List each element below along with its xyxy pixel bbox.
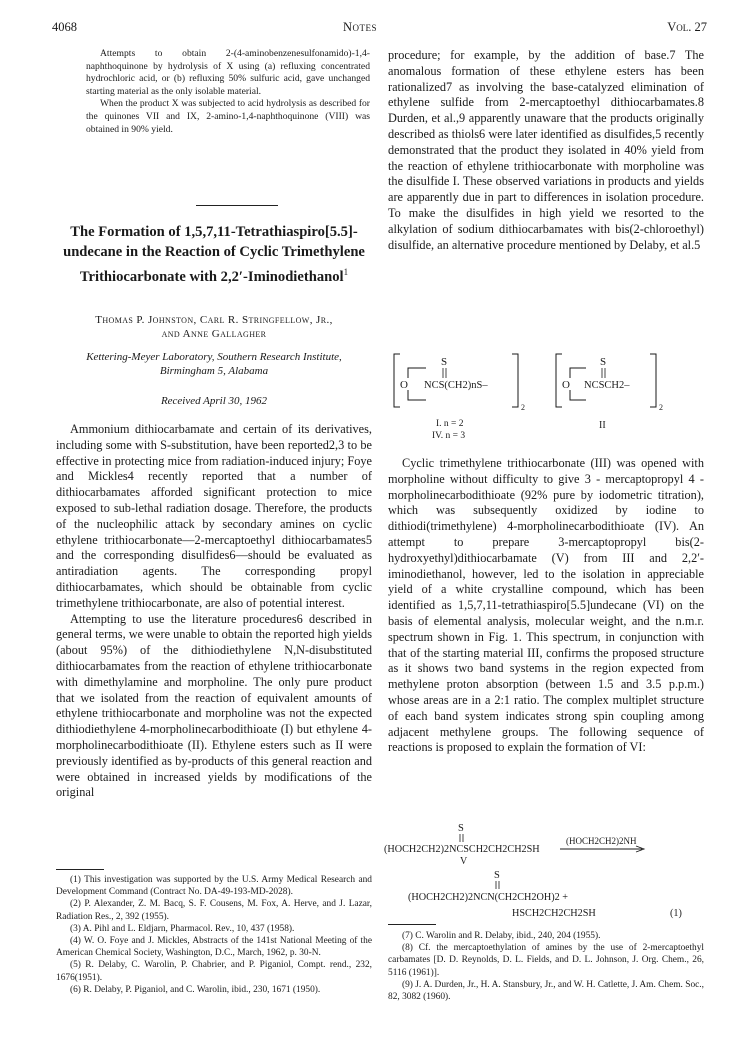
thione-sulfur: S: [441, 356, 448, 368]
footnote: (9) J. A. Durden, Jr., H. A. Stansbury, Jr., and W. H. Catlette, J. Am. Chem. Soc., 82, 3082 (1960).: [388, 979, 704, 1003]
footnote: (7) C. Warolin and R. Delaby, ibid., 240, 204 (1955).: [402, 931, 601, 941]
footnotes-right: [388, 930, 704, 1003]
footnote: (4) W. O. Foye and J. Mickles, Abstracts of the 141st National Meeting of the American Chemical Society, Washington, D.C., March, 1962, p. 30-N.: [56, 936, 372, 959]
equation-compound-label: V: [460, 856, 468, 867]
structure-diagram-i-ii: [388, 352, 704, 442]
left-column-body: [56, 422, 372, 801]
structure-formula: NCS(CH2)nS–: [424, 380, 488, 391]
footnote: (2) P. Alexander, Z. M. Bacq, S. F. Cousens, M. Fox, A. Herve, and J. Lazar, Radiation Res., 2, 392 (1955).: [56, 899, 372, 922]
right-column-body-bottom: [388, 456, 704, 756]
footnote-rule: [388, 924, 436, 925]
equation-thione-sulfur: S: [494, 870, 500, 881]
equation-reactant: (HOCH2CH2)2NCSCH2CH2CH2SH: [384, 844, 540, 855]
right-column-body-top: [388, 48, 704, 253]
authors-line: Thomas P. Johnston, Carl R. Stringfellow, Jr.,: [95, 314, 333, 326]
previous-article-paragraph: Attempts to obtain 2-(4-aminobenzenesulfonamido)-1,4-naphthoquinone by hydrolysis of X using (a) refluxing concentrated hydrochloric acid, or (b) refluxing 50% sulfuric acid, gave unchanged starting material as the only isolable material.: [86, 48, 370, 97]
authors-line: and Anne Gallagher: [161, 328, 267, 340]
equation-product: HSCH2CH2CH2SH: [512, 908, 596, 919]
body-paragraph: procedure; for example, by the addition of base.7 The anomalous formation of these ethylene esters has been rationalized7 as involving the base-catalyzed elimination of ethylene sulfide from 2-mercaptoethyl dithiocarbamates.8 Durden, et al.,9 apparently unaware that the products originally described as thiols6 were later identified as disulfides,5 recently demonstrated that the product they isolated in 40% yield from the reaction of ethylene trithiocarbonate with morpholine was the disulfide I. These observed variations in products and yields are apparently due in part to differences in isolation procedure. To make the disulfides in high yield we resorted to the alkylation of sodium dithiocarbamates with bis(2-chloroethyl) disulfide, an alternative procedure mentioned by Delaby, et al.5: [388, 48, 704, 252]
footnote: (5) R. Delaby, C. Warolin, P. Chabrier, and P. Piganiol, Compt. rend., 232, 1676(1951).: [56, 960, 372, 983]
reaction-equation: [384, 820, 706, 920]
footnote-rule: [56, 869, 104, 870]
morpholine-oxygen: O: [400, 379, 408, 391]
body-paragraph: Cyclic trimethylene trithiocarbonate (III) was opened with morpholine without difficulty to give 3 - mercaptopropyl 4 - morpholinecarbodithioate (92% pure by iodometric titration), which was subsequently oxidized by iodine to dithiodi(trimethylene) 4-morpholinecarbodithioate (IV). An attempt to prepare 3-mercaptopropyl bis(2-hydroxyethyl)dithiocarbamate (V) from III and 2,2′-iminodiethanol, however, led to the isolation in appreciable yield of a white crystalline compound, which has been identified as 1,5,7,11-tetrathiaspiro[5.5]undecane (VI) on the basis of elemental analysis, molecular weight, and the n.m.r. spectrum shown in Fig. 1. This spectrum, in conjunction with that of the starting material III, confirms the proposed structure as it shows two band systems in the region expected from methylene proton absorption (between 1.5 and 3.5 p.p.m.) whose areas are in a 2:1 ratio. The complex multiplet structure of each band system indicates strong spin coupling among adjacent methylene groups. The following sequence of reactions is proposed to explain the formation of VI:: [388, 456, 704, 755]
footnote: (8) Cf. the mercaptoethylation of amines by the use of 2-mercaptoethyl carbamates [D. D. Reynolds, D. L. Fields, and D. L. Johnson, J. Org. Chem., 26, 5116 (1961)].: [388, 943, 704, 978]
compound-label: II: [599, 420, 606, 431]
footnote: (3) A. Pihl and L. Eldjarn, Pharmacol. Rev., 10, 437 (1958).: [70, 923, 295, 934]
running-section-title: Notes: [343, 20, 378, 34]
body-paragraph: Ammonium dithiocarbamate and certain of its derivatives, including some with S-substitution, have been reported2,3 to be effective in protecting mice from radiation-induced injury; Foye and Mickles4 recently reported that a number of dithiocarbamates afforded significant protection to mice exposed to sub-lethal radiation dosage. Therefore, the products of the nucleophilic attack by secondary amines on cyclic ethylene trithiocarbonate—2-mercaptoethyl dithiocarbamates5 and the corresponding disulfides6—should be evaluated as antiradiation agents. The corresponding propyl dithiocarbamates, which should be obtainable from cyclic trimethylene trithiocarbonate, are also of potential interest.: [56, 422, 372, 610]
equation-thione-sulfur: S: [458, 823, 464, 834]
morpholine-oxygen: O: [562, 379, 570, 391]
structure-ii: [556, 354, 663, 431]
affiliation-block: [56, 350, 372, 378]
dimer-subscript: 2: [521, 403, 525, 412]
compound-label: IV. n = 3: [432, 431, 466, 441]
affiliation-line: Birmingham 5, Alabama: [159, 365, 269, 377]
article-separator-rule: [196, 205, 278, 206]
footnotes-left: [56, 874, 372, 996]
page-number: 4068: [52, 20, 77, 34]
dimer-subscript: 2: [659, 403, 663, 412]
equation-product: (HOCH2CH2)2NCN(CH2CH2OH)2 +: [408, 892, 568, 903]
equation-number: (1): [670, 908, 682, 919]
received-date: Received April 30, 1962: [160, 395, 268, 407]
affiliation-line: Kettering-Meyer Laboratory, Southern Research Institute,: [86, 351, 342, 363]
article-title: The Formation of 1,5,7,11-Tetrathiaspiro[5.5]-undecane in the Reaction of Cyclic Trimethylene Trithiocarbonate with 2,2′-Iminodiethanol$^1$: [63, 224, 365, 285]
body-paragraph: Attempting to use the literature procedures6 described in general terms, we were unable to obtain the reported high yields (about 95%) of the dithiodiethylene N,N-disubstituted dithiocarbamates from the reaction of ethylene trithiocarbonate with dimethylamine and morpholine. The only pure product that we isolated from the reaction of equivalent amounts of ethylene trithiocarbonate and morpholine was not the expected dithiodiethylene 4-morpholinecarbodithioate (I) but ethylene 4-morpholinecarbodithioate (II). Ethylene esters such as II were previously identified as by-products of this general reaction and were obtained in increased yields by modifications of the original: [56, 611, 372, 800]
compound-label: I. n = 2: [436, 419, 464, 429]
previous-article-tail: [86, 48, 370, 136]
author-block: [56, 313, 372, 341]
footnote: (6) R. Delaby, P. Piganiol, and C. Warolin, ibid., 230, 1671 (1950).: [70, 984, 321, 995]
thione-sulfur: S: [600, 356, 607, 368]
structure-i-iv: [394, 354, 525, 441]
equation-reagent: (HOCH2CH2)2NH: [566, 836, 637, 846]
footnote: (1) This investigation was supported by the U.S. Army Medical Research and Development Command (Contract No. DA-49-193-MD-2028).: [56, 875, 372, 898]
previous-article-paragraph: When the product X was subjected to acid hydrolysis as described for the quinones VII and IX, 2-amino-1,4-naphthoquinone (VIII) was obtained in 90% yield.: [86, 98, 370, 135]
article-heading: [56, 222, 372, 287]
volume-label: Vol. 27: [667, 20, 707, 34]
structure-formula: NCSCH2–: [584, 380, 630, 391]
